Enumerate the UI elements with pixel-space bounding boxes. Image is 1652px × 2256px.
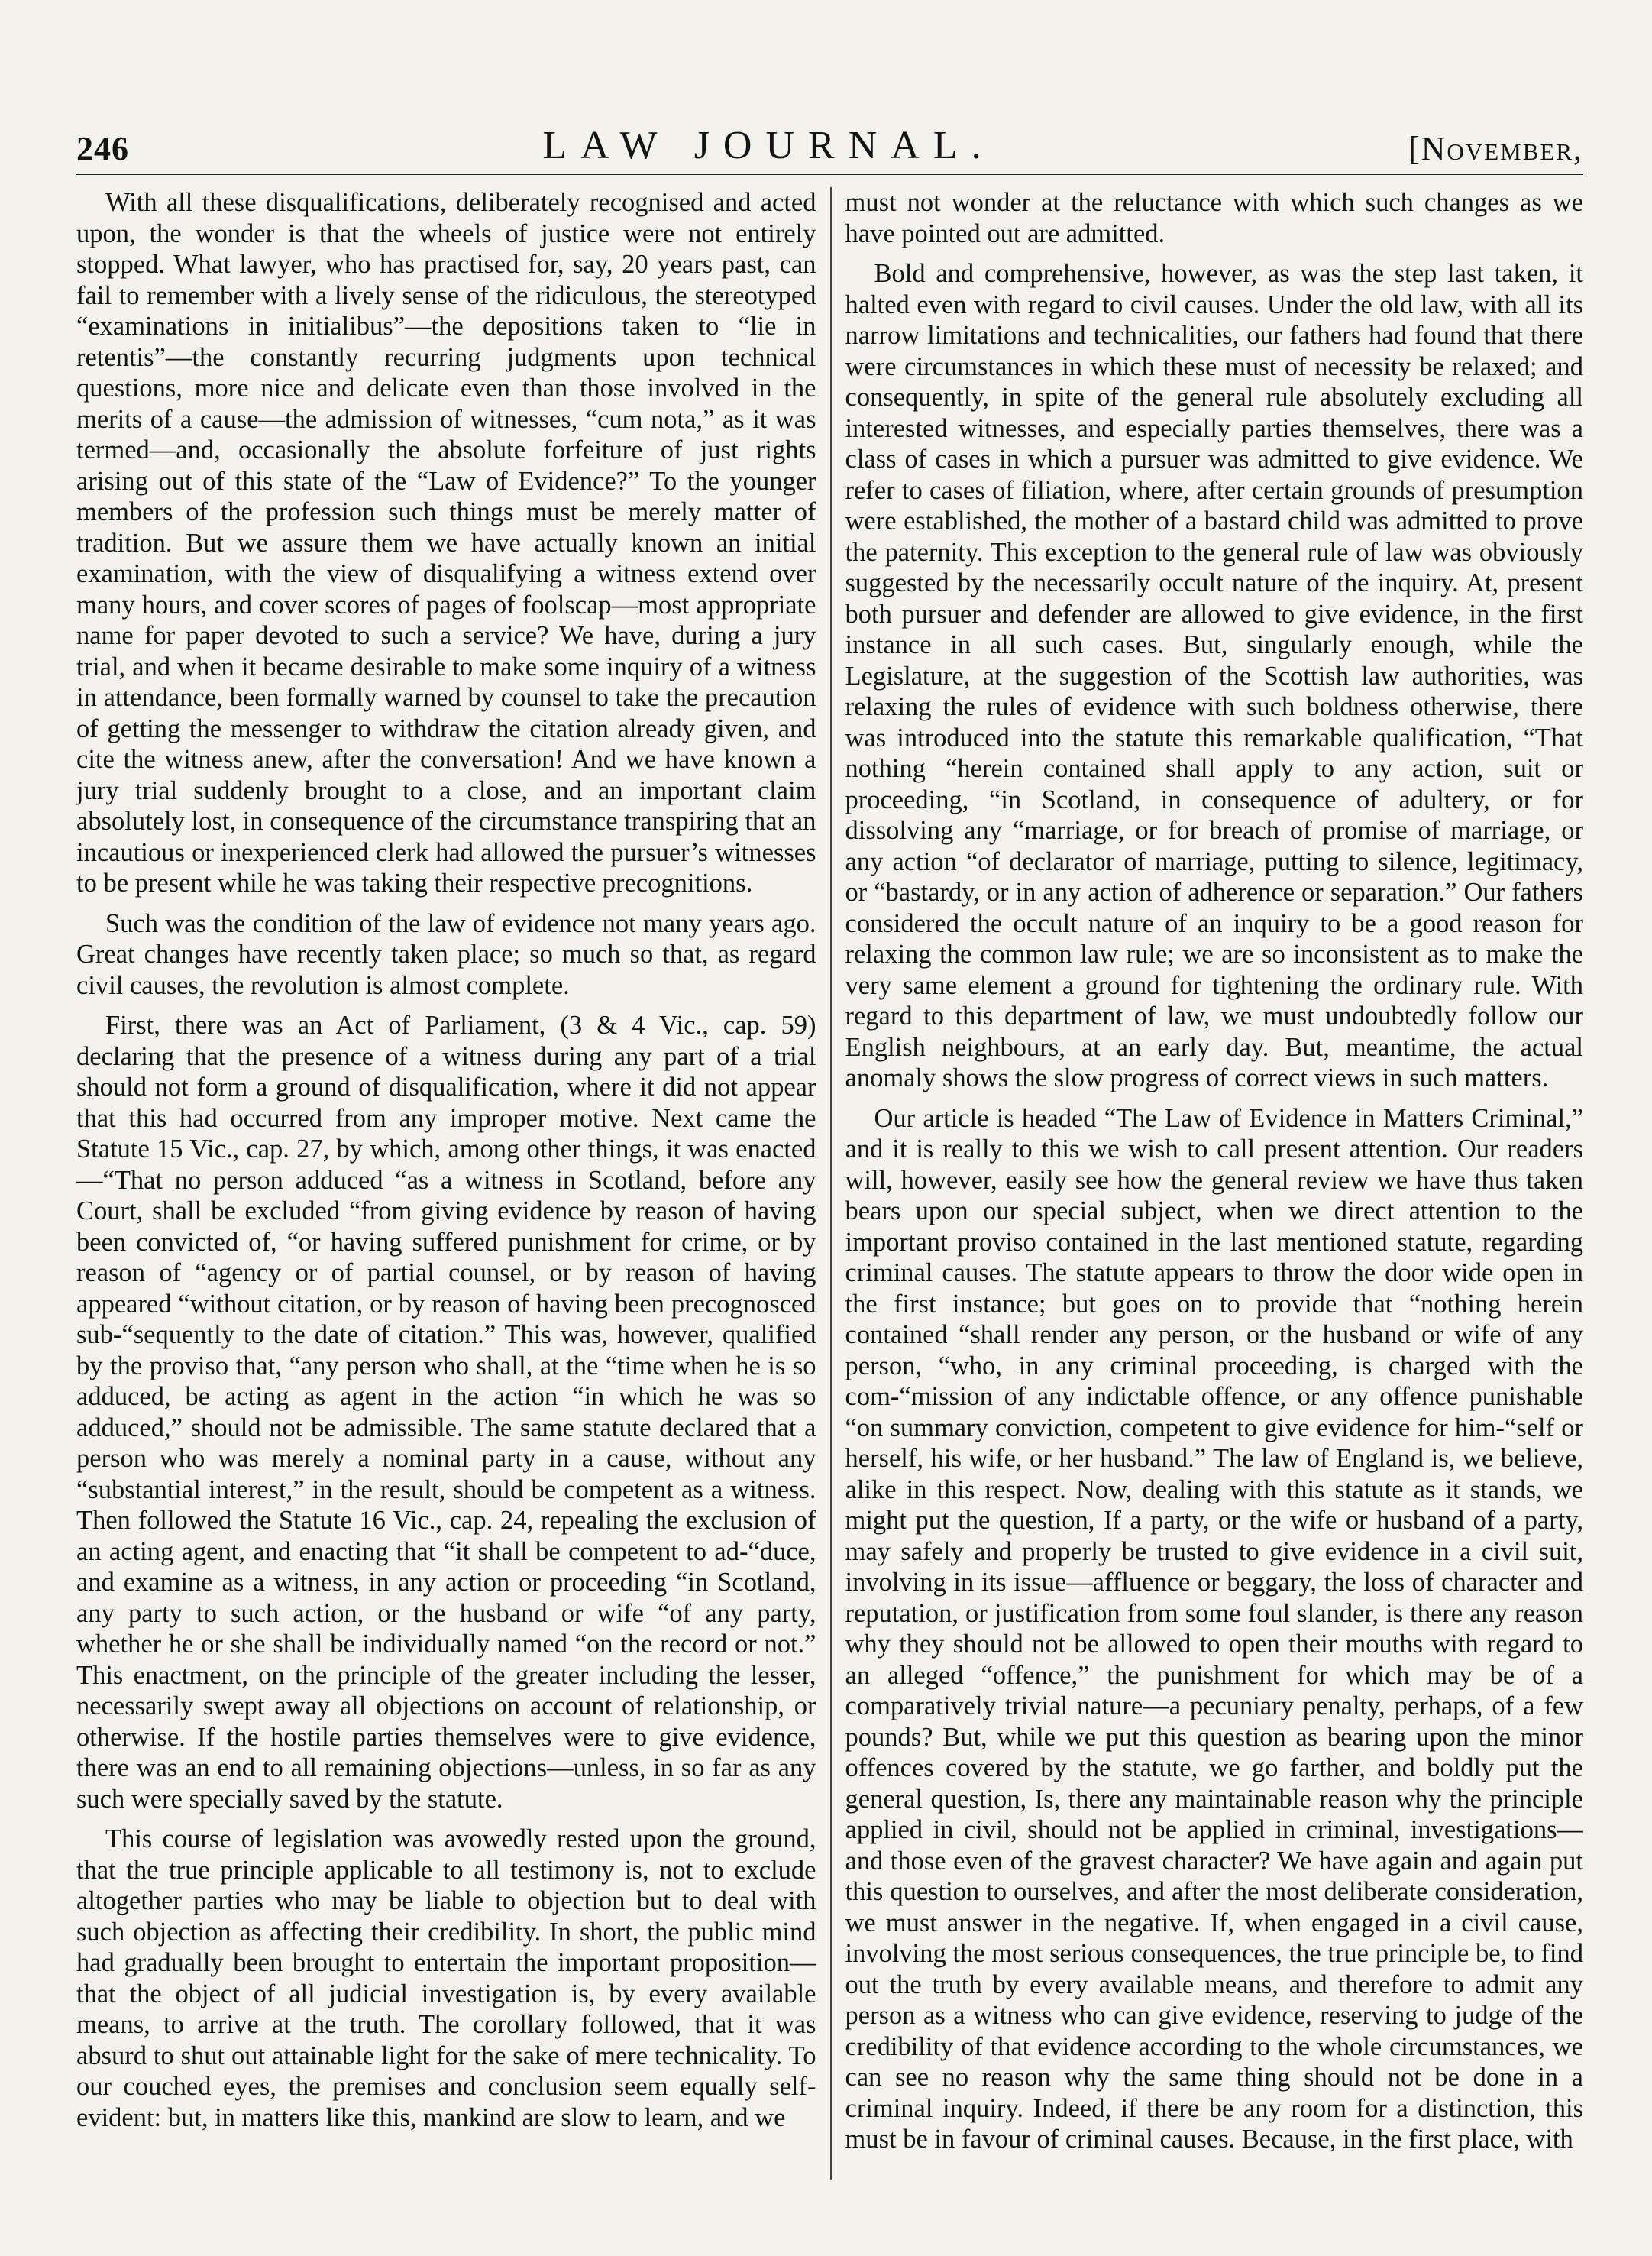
left-column (76, 187, 830, 2180)
paragraph: Our article is headed “The Law of Evidence in Matters Criminal,” and it is really to this we wish to call present attention. Our readers will, however, easily see how the general review we have thus taken bears upon our special subject, when we direct attention to the important proviso contained in the last mentioned statute, regarding criminal causes. The statute appears to throw the door wide open in the first instance; but goes on to provide that “nothing herein contained “shall render any person, or the husband or wife of any person, “who, in any criminal proceeding, is charged with the com-“mission of any indictable offence, or any offence punishable “on summary conviction, competent to give evidence for him-“self or herself, his wife, or her husband.” The law of England is, we believe, alike in this respect. Now, dealing with this statute as it stands, we might put the question, If a party, or the wife or husband of a party, may safely and properly be trusted to give evidence in a civil suit, involving in its issue—affluence or beggary, the loss of character and reputation, or justification from some foul slander, is there any reason why they should not be allowed to open their mouths with regard to an alleged “offence,” the punishment for which may be of a comparatively trivial nature—a pecuniary penalty, perhaps, of a few pounds? But, while we put this question as bearing upon the minor offences covered by the statute, we go farther, and boldly put the general question, Is, there any maintainable reason why the principle applied in civil, should not be applied in criminal, investigations—and those even of the gravest character? We have again and again put this question to ourselves, and after the most deliberate consideration, we must answer in the negative. If, when engaged in a civil cause, involving the most serious consequences, the true principle be, to find out the truth by every available means, and therefore to admit any person as a witness who can give evidence, reserving to judge of the credibility of that evidence according to the whole circumstances, we can see no reason why the same thing should not be done in a criminal inquiry. Indeed, if there be any room for a distinction, this must be in favour of criminal causes. Because, in the first place, with (845, 1103, 1583, 2154)
right-column (830, 187, 1584, 2180)
page-number: 246 (76, 130, 129, 167)
article-body (76, 187, 1583, 2180)
paragraph: Bold and comprehensive, however, as was the step last taken, it halted even with regard to civil causes. Under the old law, with all its narrow limitations and technicalities, our fathers had found that there were circumstances in which these must of necessity be relaxed; and consequently, in spite of the general rule absolutely excluding all interested witnesses, and especially parties themselves, there was a class of cases in which a pursuer was admitted to give evidence. We refer to cases of filiation, where, after certain grounds of presumption were established, the mother of a bastard child was admitted to prove the paternity. This exception to the general rule of law was obviously suggested by the necessarily occult nature of the inquiry. At, present both pursuer and defender are allowed to give evidence, in the first instance in all such cases. But, singularly enough, while the Legislature, at the suggestion of the Scottish law authorities, was relaxing the rules of evidence with such boldness otherwise, there was introduced into the statute this remarkable qualification, “That nothing “herein contained shall apply to any action, suit or proceeding, “in Scotland, in consequence of adultery, or for dissolving any “marriage, or for breach of promise of marriage, or any action “of declarator of marriage, putting to silence, legitimacy, or “bastardy, or in any action of adherence or separation.” Our fathers considered the occult nature of an inquiry to be a good reason for relaxing the common law rule; we are so inconsistent as to make the very same element a ground for tightening the ordinary rule. With regard to this department of law, we must undoubtedly follow our English neighbours, at an early day. But, meantime, the actual anomaly shows the slow progress of correct views in such matters. (845, 259, 1583, 1092)
paragraph: Such was the condition of the law of evidence not many years ago. Great changes have recently taken place; so much so that, as regard civil causes, the revolution is almost complete. (76, 908, 816, 1000)
paragraph: must not wonder at the reluctance with which such changes as we have pointed out are admitted. (845, 188, 1583, 248)
page-header (76, 115, 1583, 168)
paragraph: First, there was an Act of Parliament, (3 & 4 Vic., cap. 59) declaring that the presence of a witness during any part of a trial should not form a ground of disqualification, where it did not appear that this had occurred from any improper motive. Next came the Statute 15 Vic., cap. 27, by which, among other things, it was enacted—“That no person adduced “as a witness in Scotland, before any Court, shall be excluded “from giving evidence by reason of having been convicted of, “or having suffered punishment for crime, or by reason of “agency or of partial counsel, or by reason of having appeared “without citation, or by reason of having been precognosced sub-“sequently to the date of citation.” This was, however, qualified by the proviso that, “any person who shall, at the “time when he is so adduced, be acting as agent in the action “in which he was so adduced,” should not be admissible. The same statute declared that a person who was merely a nominal party in a cause, without any “substantial interest,” in the result, should be competent as a witness. Then followed the Statute 16 Vic., cap. 24, repealing the exclusion of an acting agent, and enacting that “it shall be competent to ad-“duce, and examine as a witness, in any action or proceeding “in Scotland, any party to such action, or the husband or wife “of any party, whether he or she shall be individually named “on the record or not.” This enactment, on the principle of the greater including the lesser, necessarily swept away all objections on account of relationship, or otherwise. If the hostile parties themselves were to give evidence, there was an end to all remaining objections—unless, in so far as any such were specially saved by the statute. (76, 1011, 816, 1814)
journal-title: LAW JOURNAL. (542, 124, 995, 167)
header-rule (76, 174, 1583, 176)
paragraph: This course of legislation was avowedly rested upon the ground, that the true principle applicable to all testimony is, not to exclude altogether parties who may be liable to objection but to deal with such objection as affecting their credibility. In short, the public mind had gradually been brought to entertain the important proposition—that the object of all judicial investigation is, by every available means, to arrive at the truth. The corollary followed, that it was absurd to shut out attainable light for the sake of mere technicality. To our couched eyes, the premises and conclusion seem equally self-evident: but, in matters like this, mankind are slow to learn, and we (76, 1824, 816, 2132)
paragraph: With all these disqualifications, deliberately recognised and acted upon, the wonder is that the wheels of justice were not entirely stopped. What lawyer, who has practised for, say, 20 years past, can fail to remember with a lively sense of the ridiculous, the stereotyped “examinations in initialibus”—the depositions taken to “lie in retentis”—the constantly recurring judgments upon technical questions, more nice and delicate even than those involved in the merits of a cause—the admission of witnesses, “cum nota,” as it was termed—and, occasionally the absolute forfeiture of just rights arising out of this state of the “Law of Evidence?” To the younger members of the profession such things must be merely matter of tradition. But we assure them we have actually known an initial examination, with the view of disqualifying a witness extend over many hours, and cover scores of pages of foolscap—most appropriate name for paper devoted to such a service? We have, during a jury trial, and when it became desirable to make some inquiry of a witness in attendance, been formally warned by counsel to take the precaution of getting the messenger to withdraw the citation already given, and cite the witness anew, after the conversation! And we have known a jury trial suddenly brought to a close, and an important claim absolutely lost, in consequence of the circumstance transpiring that an incautious or inexperienced clerk had allowed the pursuer’s witnesses to be present while he was taking their respective precognitions. (76, 188, 816, 898)
header-month: [November, (1408, 130, 1583, 167)
